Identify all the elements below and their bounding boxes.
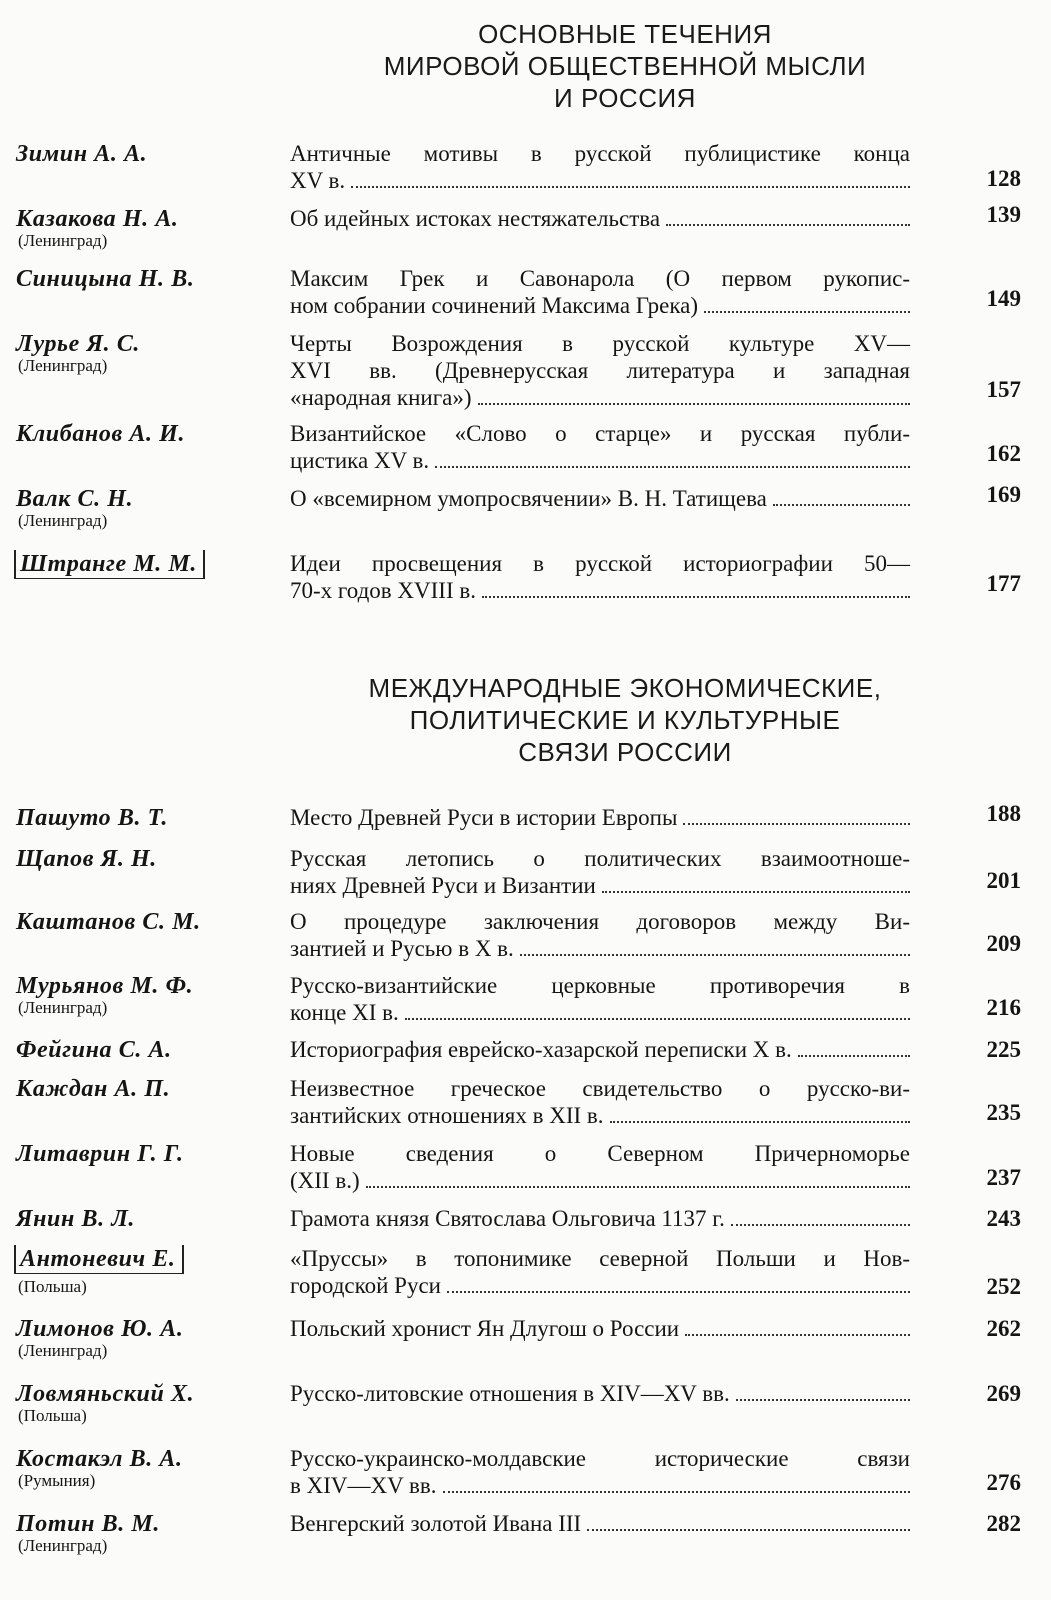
title-line	[290, 1380, 910, 1407]
entry-page: 201	[986, 868, 1021, 893]
title-line-text: «народная книга»)	[290, 385, 472, 410]
title-line: Русская летопись о политических взаимоотноше-	[290, 846, 910, 871]
title-line-text: конце XI в.	[290, 1000, 399, 1025]
title-line	[290, 935, 910, 962]
entry-author: Костакэл В. А.	[16, 1446, 183, 1472]
entry-author: Мурьянов М. Ф.	[16, 973, 194, 999]
entry-title	[290, 1205, 910, 1232]
entry-page: 128	[986, 166, 1021, 191]
title-line	[290, 1315, 910, 1342]
section-heading	[300, 18, 950, 114]
title-line	[290, 1102, 910, 1129]
title-line	[290, 485, 910, 512]
title-line	[290, 1510, 910, 1537]
title-line	[290, 999, 910, 1026]
title-line-text: Венгерский золотой Ивана III	[290, 1511, 582, 1536]
entry-page: 162	[986, 441, 1021, 466]
title-line	[290, 292, 910, 319]
entry-author: Литаврин Г. Г.	[16, 1141, 184, 1167]
heading-line: СВЯЗИ РОССИИ	[518, 737, 732, 767]
dot-leader	[666, 224, 910, 226]
entry-city: (Ленинград)	[18, 511, 108, 530]
dot-leader	[731, 1224, 910, 1226]
entry-author: Зимин А. А.	[16, 141, 148, 167]
entry-page: 282	[986, 1511, 1021, 1536]
title-line	[290, 167, 910, 194]
title-line: Максим Грек и Савонарола (О первом рукопис-	[290, 266, 910, 291]
entry-author: Казакова Н. А.	[16, 206, 179, 232]
entry-title	[290, 845, 910, 899]
entry-author: Валк С. Н.	[16, 486, 134, 512]
entry-title	[290, 420, 910, 474]
heading-line: МИРОВОЙ ОБЩЕСТВЕННОЙ МЫСЛИ	[383, 51, 867, 81]
entry-title	[290, 1036, 910, 1063]
title-line-text: ном собрании сочинений Максима Грека)	[290, 293, 699, 318]
title-line	[290, 447, 910, 474]
entry-title	[290, 140, 910, 194]
entry-title	[290, 804, 910, 831]
entry-title	[290, 908, 910, 962]
entry-author: Антоневич Е.	[14, 1245, 184, 1274]
entry-page: 252	[986, 1274, 1021, 1299]
entry-title	[290, 1315, 910, 1342]
entry-city: (Польша)	[18, 1277, 87, 1296]
title-line-text: в XIV—XV вв.	[290, 1473, 437, 1498]
title-line: О процедуре заключения договоров между Ви-	[290, 909, 910, 934]
title-line	[290, 1272, 910, 1299]
dot-leader	[405, 1018, 910, 1020]
entry-page: 139	[986, 202, 1021, 227]
title-line: Византийское «Слово о старце» и русская публи-	[290, 421, 910, 446]
entry-title	[290, 485, 910, 512]
entry-author: Щапов Я. Н.	[16, 846, 157, 872]
entry-author: Клибанов А. И.	[16, 421, 186, 447]
heading-line: МЕЖДУНАРОДНЫЕ ЭКОНОМИЧЕСКИЕ,	[368, 673, 882, 703]
entry-page: 243	[986, 1206, 1021, 1231]
title-line	[290, 804, 910, 831]
title-line	[290, 1036, 910, 1063]
dot-leader	[610, 1121, 910, 1123]
entry-title	[290, 1075, 910, 1129]
entry-author: Каждан А. П.	[16, 1076, 171, 1102]
title-line-text: 70-х годов XVIII в.	[290, 578, 476, 603]
dot-leader	[587, 1529, 910, 1531]
entry-city: (Ленинград)	[18, 1536, 108, 1555]
title-line: Русско-украинско-молдавские исторические связи	[290, 1446, 910, 1471]
dot-leader	[736, 1399, 910, 1401]
title-line: XVI вв. (Древнерусская литература и западная	[290, 358, 910, 383]
title-line	[290, 872, 910, 899]
section-heading	[300, 672, 950, 768]
entry-title	[290, 265, 910, 319]
dot-leader	[704, 311, 910, 313]
entry-author: Лимонов Ю. А.	[16, 1316, 184, 1342]
dot-leader	[351, 186, 910, 188]
heading-line: И РОССИЯ	[554, 83, 696, 113]
title-line-text: XV в.	[290, 168, 346, 193]
title-line	[290, 1472, 910, 1499]
title-line-text: ниях Древней Руси и Византии	[290, 873, 596, 898]
title-line-text: зантийских отношениях в XII в.	[290, 1103, 604, 1128]
entry-title	[290, 1445, 910, 1499]
entry-city: (Польша)	[18, 1406, 87, 1425]
entry-page: 188	[986, 801, 1021, 826]
entry-page: 157	[986, 377, 1021, 402]
entry-author: Синицына Н. В.	[16, 266, 195, 292]
dot-leader	[685, 1334, 910, 1336]
dot-leader	[602, 891, 910, 893]
entry-author: Лурье Я. С.	[16, 331, 141, 357]
title-line: «Пруссы» в топонимике северной Польши и Нов-	[290, 1246, 910, 1271]
entry-city: (Ленинград)	[18, 998, 108, 1017]
title-line-text: цистика XV в.	[290, 448, 430, 473]
dot-leader	[798, 1055, 910, 1057]
entry-author: Пашуто В. Т.	[16, 805, 169, 831]
title-line	[290, 1167, 910, 1194]
entry-page: 149	[986, 286, 1021, 311]
entry-page: 262	[986, 1316, 1021, 1341]
dot-leader	[435, 466, 910, 468]
dot-leader	[773, 504, 910, 506]
entry-page: 216	[986, 995, 1021, 1020]
entry-city: (Румыния)	[18, 1471, 96, 1490]
title-line: Новые сведения о Северном Причерноморье	[290, 1141, 910, 1166]
title-line-text: Об идейных истоках нестяжательства	[290, 206, 661, 231]
entry-author: Ловмяньский Х.	[16, 1381, 195, 1407]
dot-leader	[520, 954, 910, 956]
title-line	[290, 577, 910, 604]
entry-page: 237	[986, 1165, 1021, 1190]
entry-page: 269	[986, 1381, 1021, 1406]
title-line: Черты Возрождения в русской культуре XV—	[290, 331, 910, 356]
title-line-text: Польский хронист Ян Длугош о России	[290, 1316, 680, 1341]
entry-city: (Ленинград)	[18, 1341, 108, 1360]
entry-page: 276	[986, 1470, 1021, 1495]
entry-page: 209	[986, 931, 1021, 956]
dot-leader	[443, 1491, 910, 1493]
dot-leader	[683, 823, 910, 825]
title-line	[290, 1205, 910, 1232]
entry-page: 169	[986, 482, 1021, 507]
title-line: Неизвестное греческое свидетельство о русско-ви-	[290, 1076, 910, 1101]
title-line: Идеи просвещения в русской историографии 50—	[290, 551, 910, 576]
title-line-text: Русско-литовские отношения в XIV—XV вв.	[290, 1381, 730, 1406]
dot-leader	[482, 596, 910, 598]
title-line	[290, 205, 910, 232]
dot-leader	[447, 1291, 910, 1293]
title-line-text: О «всемирном умопросвячении» В. Н. Татищева	[290, 486, 767, 511]
entry-title	[290, 1380, 910, 1407]
entry-title	[290, 205, 910, 232]
title-line: Античные мотивы в русской публицистике конца	[290, 141, 910, 166]
entry-author: Фейгина С. А.	[16, 1037, 172, 1063]
title-line-text: (XII в.)	[290, 1168, 360, 1193]
entry-author: Штранге М. М.	[14, 550, 205, 579]
entry-title	[290, 1510, 910, 1537]
entry-title	[290, 1245, 910, 1299]
entry-title	[290, 550, 910, 604]
entry-title	[290, 1140, 910, 1194]
title-line-text: зантией и Русью в X в.	[290, 936, 514, 961]
heading-line: ОСНОВНЫЕ ТЕЧЕНИЯ	[478, 19, 772, 49]
dot-leader	[366, 1186, 910, 1188]
entry-author: Каштанов С. М.	[16, 909, 201, 935]
heading-line: ПОЛИТИЧЕСКИЕ И КУЛЬТУРНЫЕ	[409, 705, 841, 735]
title-line-text: Грамота князя Святослава Ольговича 1137 г.	[290, 1206, 725, 1231]
title-line-text: городской Руси	[290, 1273, 441, 1298]
entry-city: (Ленинград)	[18, 231, 108, 250]
entry-title	[290, 972, 910, 1026]
title-line: Русско-византийские церковные противоречия в	[290, 973, 910, 998]
entry-city: (Ленинград)	[18, 356, 108, 375]
title-line-text: Историография еврейско-хазарской переписки X в.	[290, 1037, 792, 1062]
entry-page: 235	[986, 1100, 1021, 1125]
dot-leader	[478, 403, 911, 405]
entry-title	[290, 330, 910, 411]
entry-page: 225	[986, 1037, 1021, 1062]
entry-author: Потин В. М.	[16, 1511, 160, 1537]
entry-author: Янин В. Л.	[16, 1206, 136, 1232]
title-line-text: Место Древней Руси в истории Европы	[290, 805, 678, 830]
title-line	[290, 384, 910, 411]
entry-page: 177	[986, 571, 1021, 596]
